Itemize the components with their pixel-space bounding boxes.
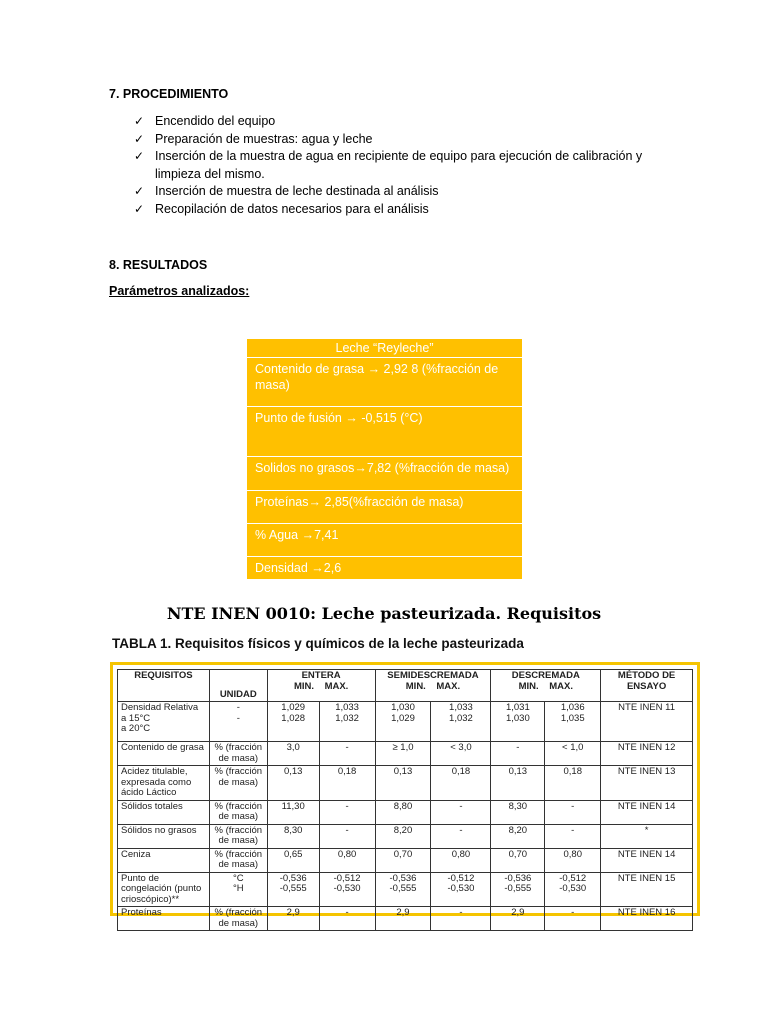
list-item xyxy=(134,113,674,131)
cell-method: NTE INEN 14 xyxy=(601,800,693,824)
cell-e-min: 8,30 xyxy=(267,824,319,848)
procedure-list xyxy=(134,113,674,218)
section-8-title: 8. RESULTADOS xyxy=(109,258,208,272)
header-min-max xyxy=(379,682,488,693)
cell-method: NTE INEN 14 xyxy=(601,848,693,872)
cell-e-min: 2,9 xyxy=(267,907,319,931)
header-min: MIN. xyxy=(405,680,426,692)
cell-s-max: - xyxy=(431,800,491,824)
header-requisitos: REQUISITOS xyxy=(118,670,210,702)
cell-e-max: -0,512 -0,530 xyxy=(319,872,375,907)
cell-e-min: 3,0 xyxy=(267,742,319,766)
step-text: Preparación de muestras: agua y leche xyxy=(155,131,373,146)
cell-s-max: - xyxy=(431,824,491,848)
table-title: TABLA 1. Requisitos físicos y químicos de la leche pasteurizada xyxy=(112,636,524,651)
header-min-max xyxy=(271,682,372,693)
checkmark-icon: ✓ xyxy=(134,201,145,216)
cell-e-max: 0,18 xyxy=(319,766,375,801)
results-box xyxy=(247,339,522,579)
cell-d-max: -0,512 -0,530 xyxy=(545,872,601,907)
header-min: MIN. xyxy=(293,680,314,692)
table-row xyxy=(118,702,693,742)
header-descremada-label: DESCREMADA xyxy=(511,670,580,681)
cell-e-max: - xyxy=(319,742,375,766)
result-row: Densidad →2,6 xyxy=(255,561,342,575)
header-unidad: UNIDAD xyxy=(209,670,267,702)
cell-d-max: 0,80 xyxy=(545,848,601,872)
result-row: Proteínas→ 2,85(%fracción de masa) xyxy=(247,491,522,524)
cell-method: NTE INEN 12 xyxy=(601,742,693,766)
cell-unit: % (fracción de masa) xyxy=(209,742,267,766)
cell-e-min: 0,65 xyxy=(267,848,319,872)
cell-s-max: - xyxy=(431,907,491,931)
cell-d-min: 8,30 xyxy=(491,800,545,824)
cell-d-min: - xyxy=(491,742,545,766)
cell-d-max: - xyxy=(545,824,601,848)
cell-req: Contenido de grasa xyxy=(118,742,210,766)
cell-d-min: 2,9 xyxy=(491,907,545,931)
cell-s-max: 1,033 1,032 xyxy=(431,702,491,742)
cell-unit: % (fracción de masa) xyxy=(209,848,267,872)
cell-req: Densidad Relativa a 15°C a 20°C xyxy=(118,702,210,742)
table-row xyxy=(118,848,693,872)
cell-e-max: - xyxy=(319,907,375,931)
cell-d-min: 8,20 xyxy=(491,824,545,848)
cell-req: Sólidos no grasos xyxy=(118,824,210,848)
list-item xyxy=(134,148,674,183)
header-entera xyxy=(267,670,375,702)
header-max: MAX. xyxy=(324,680,349,692)
cell-unit: °C °H xyxy=(209,872,267,907)
cell-unit: % (fracción de masa) xyxy=(209,800,267,824)
cell-e-min: 11,30 xyxy=(267,800,319,824)
cell-d-max: 1,036 1,035 xyxy=(545,702,601,742)
header-entera-label: ENTERA xyxy=(301,670,341,681)
cell-s-min: -0,536 -0,555 xyxy=(375,872,431,907)
list-item xyxy=(134,201,674,219)
cell-req: Ceniza xyxy=(118,848,210,872)
header-semidescremada-label: SEMIDESCREMADA xyxy=(387,670,479,681)
cell-method: NTE INEN 15 xyxy=(601,872,693,907)
cell-s-min: 1,030 1,029 xyxy=(375,702,431,742)
cell-e-min: -0,536 -0,555 xyxy=(267,872,319,907)
header-max: MAX. xyxy=(436,680,461,692)
result-row: Solidos no grasos→7,82 (%fracción de masa) xyxy=(247,457,522,491)
result-row: % Agua →7,41 xyxy=(247,524,522,557)
results-box-header: Leche “Reyleche” xyxy=(247,339,522,358)
header-descremada xyxy=(491,670,601,702)
cell-d-min: 1,031 1,030 xyxy=(491,702,545,742)
step-text: Encendido del equipo xyxy=(155,114,276,128)
cell-s-min: 8,20 xyxy=(375,824,431,848)
table-row xyxy=(118,766,693,801)
cell-d-max: 0,18 xyxy=(545,766,601,801)
header-semidescremada xyxy=(375,670,491,702)
cell-req: Punto de congelación (punto crioscópico)** xyxy=(118,872,210,907)
result-row: Contenido de grasa → 2,92 8 (%fracción de masa) xyxy=(247,358,522,407)
requirements-table xyxy=(117,669,693,931)
cell-d-min: 0,70 xyxy=(491,848,545,872)
cell-method: NTE INEN 16 xyxy=(601,907,693,931)
header-min-max xyxy=(494,682,597,693)
cell-d-max: - xyxy=(545,800,601,824)
result-row: Punto de fusión → -0,515 (°C) xyxy=(247,407,522,457)
cell-s-min: 2,9 xyxy=(375,907,431,931)
cell-e-max: - xyxy=(319,800,375,824)
cell-d-min: -0,536 -0,555 xyxy=(491,872,545,907)
cell-unit: % (fracción de masa) xyxy=(209,824,267,848)
cell-e-max: 0,80 xyxy=(319,848,375,872)
header-max: MAX. xyxy=(549,680,573,692)
cell-s-max: 0,80 xyxy=(431,848,491,872)
section-7-title: 7. PROCEDIMIENTO xyxy=(109,87,229,101)
checkmark-icon: ✓ xyxy=(134,149,145,163)
cell-e-max: 1,033 1,032 xyxy=(319,702,375,742)
cell-unit: % (fracción de masa) xyxy=(209,766,267,801)
requirements-table-body xyxy=(118,702,693,931)
cell-s-min: ≥ 1,0 xyxy=(375,742,431,766)
cell-s-min: 8,80 xyxy=(375,800,431,824)
table-row xyxy=(118,872,693,907)
table-row xyxy=(118,824,693,848)
list-item xyxy=(134,183,674,201)
checkmark-icon: ✓ xyxy=(134,114,145,128)
header-metodo: MÉTODO DE ENSAYO xyxy=(601,670,693,702)
cell-req: Acidez titulable, expresada como ácido Láctico xyxy=(118,766,210,801)
table-row xyxy=(118,742,693,766)
list-item xyxy=(134,131,674,149)
cell-s-min: 0,70 xyxy=(375,848,431,872)
cell-s-max: -0,512 -0,530 xyxy=(431,872,491,907)
cell-e-min: 1,029 1,028 xyxy=(267,702,319,742)
cell-method: NTE INEN 11 xyxy=(601,702,693,742)
cell-method: NTE INEN 13 xyxy=(601,766,693,801)
cell-unit: - - xyxy=(209,702,267,742)
cell-e-min: 0,13 xyxy=(267,766,319,801)
checkmark-icon: ✓ xyxy=(134,131,145,146)
cell-req: Proteínas xyxy=(118,907,210,931)
step-text: Inserción de muestra de leche destinada al análisis xyxy=(155,184,439,198)
cell-method: * xyxy=(601,824,693,848)
nte-title: NTE INEN 0010: Leche pasteurizada. Requisitos xyxy=(166,604,602,623)
table-row xyxy=(118,800,693,824)
cell-unit: % (fracción de masa) xyxy=(209,907,267,931)
checkmark-icon: ✓ xyxy=(134,184,145,198)
cell-e-max: - xyxy=(319,824,375,848)
requirements-table-frame xyxy=(110,662,700,929)
header-min: MIN. xyxy=(518,680,539,692)
cell-req: Sólidos totales xyxy=(118,800,210,824)
cell-d-min: 0,13 xyxy=(491,766,545,801)
cell-d-max: < 1,0 xyxy=(545,742,601,766)
table-row xyxy=(118,907,693,931)
step-text: Inserción de la muestra de agua en recipiente de equipo para ejecución de calibración y limpieza del mismo. xyxy=(155,149,643,181)
step-text: Recopilación de datos necesarios para el análisis xyxy=(155,201,429,216)
cell-s-min: 0,13 xyxy=(375,766,431,801)
cell-s-max: < 3,0 xyxy=(431,742,491,766)
cell-d-max: - xyxy=(545,907,601,931)
cell-s-max: 0,18 xyxy=(431,766,491,801)
parameters-subtitle: Parámetros analizados: xyxy=(109,284,250,298)
